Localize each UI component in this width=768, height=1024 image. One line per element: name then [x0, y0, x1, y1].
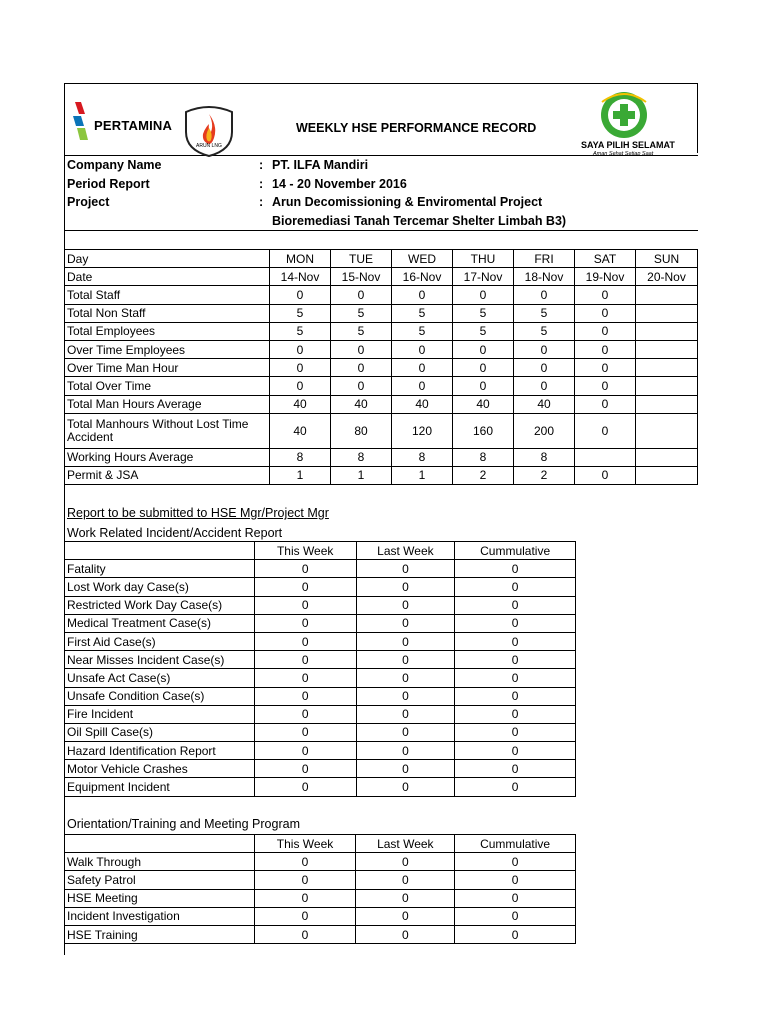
column-header: Last Week: [356, 835, 455, 853]
table-row: [65, 466, 698, 484]
table-row: [65, 871, 576, 889]
period-report-label: Period Report: [67, 177, 150, 191]
table-row: [65, 377, 698, 395]
value-cell: 200: [514, 413, 575, 448]
value-cell: 0: [254, 614, 356, 632]
row-label: Permit & JSA: [65, 466, 270, 484]
row-label-line-1: Total Manhours Without Lost Time: [67, 416, 249, 431]
company-name-label: Company Name: [67, 158, 162, 172]
value-cell: 0: [356, 614, 455, 632]
table-row: [65, 760, 576, 778]
value-cell: 8: [270, 448, 331, 466]
value-cell: 0: [455, 651, 576, 669]
value-cell: 0: [453, 377, 514, 395]
table-row: [65, 632, 576, 650]
value-cell: 5: [331, 322, 392, 340]
row-label: Lost Work day Case(s): [65, 578, 255, 596]
value-cell: 0: [575, 304, 636, 322]
value-cell: 0: [575, 322, 636, 340]
value-cell: 0: [392, 340, 453, 358]
table-row: [65, 925, 576, 943]
value-cell: 40: [270, 395, 331, 413]
value-cell: 0: [455, 669, 576, 687]
table-row: [65, 889, 576, 907]
day-header-cell: MON: [270, 250, 331, 268]
table-row: [65, 322, 698, 340]
arun-lng-logo: [178, 102, 240, 158]
value-cell: 0: [254, 578, 356, 596]
date-header-cell: 14-Nov: [270, 268, 331, 286]
value-cell: 0: [356, 760, 455, 778]
value-cell: 40: [453, 395, 514, 413]
day-label: Day: [65, 250, 270, 268]
table-row: [65, 651, 576, 669]
value-cell: 0: [514, 359, 575, 377]
saya-pilih-tagline: Aman Sehat Setiap Saat: [593, 151, 654, 157]
table-row: [65, 340, 698, 358]
value-cell: [636, 359, 698, 377]
value-cell: 0: [356, 578, 455, 596]
table-row: [65, 723, 576, 741]
value-cell: [636, 322, 698, 340]
value-cell: 0: [455, 578, 576, 596]
value-cell: 0: [453, 340, 514, 358]
date-header-cell: 18-Nov: [514, 268, 575, 286]
value-cell: 0: [455, 889, 576, 907]
row-label: Equipment Incident: [65, 778, 255, 796]
column-header: This Week: [254, 542, 356, 560]
value-cell: 0: [331, 340, 392, 358]
value-cell: 80: [331, 413, 392, 448]
table-row: [65, 705, 576, 723]
value-cell: 0: [575, 377, 636, 395]
value-cell: 0: [455, 614, 576, 632]
value-cell: 0: [254, 925, 356, 943]
arun-logo-text: ARUN LNG: [196, 143, 222, 149]
table-row: [65, 560, 576, 578]
value-cell: 8: [514, 448, 575, 466]
row-label: Restricted Work Day Case(s): [65, 596, 255, 614]
value-cell: 0: [575, 413, 636, 448]
value-cell: 0: [455, 705, 576, 723]
value-cell: 0: [356, 889, 455, 907]
column-header: Cummulative: [455, 542, 576, 560]
value-cell: 2: [514, 466, 575, 484]
value-cell: 0: [575, 340, 636, 358]
value-cell: 0: [356, 723, 455, 741]
value-cell: 5: [331, 304, 392, 322]
row-label: Working Hours Average: [65, 448, 270, 466]
value-cell: [636, 340, 698, 358]
company-name-value: PT. ILFA Mandiri: [272, 158, 369, 172]
date-label: Date: [65, 268, 270, 286]
value-cell: 0: [575, 359, 636, 377]
value-cell: 0: [254, 871, 356, 889]
value-cell: [636, 466, 698, 484]
column-header: Last Week: [356, 542, 455, 560]
row-label: Safety Patrol: [65, 871, 255, 889]
row-label: HSE Meeting: [65, 889, 255, 907]
project-value-line-2: Bioremediasi Tanah Tercemar Shelter Limbah B3): [272, 214, 567, 228]
column-header: Cummulative: [455, 835, 576, 853]
value-cell: 0: [254, 907, 356, 925]
table-row: [65, 359, 698, 377]
value-cell: 0: [455, 560, 576, 578]
incidents-header-blank: [65, 542, 255, 560]
value-cell: 0: [455, 723, 576, 741]
value-cell: 160: [453, 413, 514, 448]
value-cell: 8: [392, 448, 453, 466]
value-cell: 0: [575, 395, 636, 413]
report-note: Report to be submitted to HSE Mgr/Project Mgr: [67, 506, 329, 520]
value-cell: 0: [575, 286, 636, 304]
day-header-cell: SUN: [636, 250, 698, 268]
weekly-manhours-table: [64, 249, 698, 485]
table-row: [65, 413, 698, 448]
day-header-row: [65, 250, 698, 268]
row-label: Hazard Identification Report: [65, 742, 255, 760]
table-row: [65, 448, 698, 466]
sheet-right-border: [697, 83, 698, 153]
value-cell: 1: [392, 466, 453, 484]
date-header-cell: 15-Nov: [331, 268, 392, 286]
value-cell: 0: [514, 286, 575, 304]
value-cell: 0: [254, 889, 356, 907]
saya-pilih-text: SAYA PILIH SELAMAT: [581, 140, 675, 150]
value-cell: 0: [392, 359, 453, 377]
value-cell: 40: [514, 395, 575, 413]
row-label: Total Over Time: [65, 377, 270, 395]
value-cell: 0: [455, 778, 576, 796]
table-row: [65, 907, 576, 925]
value-cell: [636, 304, 698, 322]
table-row: [65, 742, 576, 760]
value-cell: 0: [270, 286, 331, 304]
value-cell: [636, 286, 698, 304]
value-cell: [575, 448, 636, 466]
value-cell: 0: [514, 377, 575, 395]
value-cell: 0: [254, 651, 356, 669]
value-cell: 0: [455, 907, 576, 925]
value-cell: 0: [356, 853, 455, 871]
row-label: Total Non Staff: [65, 304, 270, 322]
project-value-line-1: Arun Decomissioning & Enviromental Project: [272, 195, 543, 209]
pertamina-logo-text: PERTAMINA: [94, 118, 173, 133]
table-row: [65, 286, 698, 304]
value-cell: 0: [455, 853, 576, 871]
value-cell: 0: [254, 853, 356, 871]
value-cell: 0: [254, 742, 356, 760]
date-header-cell: 20-Nov: [636, 268, 698, 286]
value-cell: 0: [455, 925, 576, 943]
value-cell: [636, 377, 698, 395]
date-header-cell: 17-Nov: [453, 268, 514, 286]
value-cell: 5: [392, 304, 453, 322]
row-label: HSE Training: [65, 925, 255, 943]
value-cell: 0: [356, 596, 455, 614]
value-cell: 5: [514, 322, 575, 340]
value-cell: 0: [356, 742, 455, 760]
value-cell: 5: [514, 304, 575, 322]
value-cell: 0: [455, 632, 576, 650]
table-row: [65, 669, 576, 687]
value-cell: 5: [270, 304, 331, 322]
value-cell: 0: [356, 705, 455, 723]
value-cell: 0: [270, 377, 331, 395]
value-cell: [636, 448, 698, 466]
table-row: [65, 614, 576, 632]
value-cell: 5: [453, 322, 514, 340]
value-cell: 0: [356, 778, 455, 796]
company-name-colon: :: [259, 158, 264, 172]
value-cell: 0: [254, 632, 356, 650]
row-label: Fatality: [65, 560, 255, 578]
row-label: Unsafe Act Case(s): [65, 669, 255, 687]
value-cell: [636, 413, 698, 448]
training-section-title: Orientation/Training and Meeting Program: [67, 817, 300, 831]
row-label: Over Time Man Hour: [65, 359, 270, 377]
row-label: Total Staff: [65, 286, 270, 304]
value-cell: 5: [453, 304, 514, 322]
value-cell: 0: [254, 596, 356, 614]
period-report-colon: :: [259, 177, 264, 191]
value-cell: 0: [455, 687, 576, 705]
project-label: Project: [67, 195, 110, 209]
row-label: Near Misses Incident Case(s): [65, 651, 255, 669]
value-cell: 0: [254, 687, 356, 705]
project-colon: :: [259, 195, 264, 209]
safety-cross-icon: [580, 90, 668, 140]
incident-table: [64, 541, 576, 797]
value-cell: 1: [331, 466, 392, 484]
value-cell: 0: [392, 377, 453, 395]
value-cell: 0: [356, 687, 455, 705]
value-cell: 40: [392, 395, 453, 413]
value-cell: 0: [254, 669, 356, 687]
value-cell: 0: [254, 778, 356, 796]
pertamina-arrow-icon: [72, 100, 94, 142]
value-cell: 8: [331, 448, 392, 466]
row-label: Total Man Hours Average: [65, 395, 270, 413]
value-cell: 0: [270, 359, 331, 377]
row-label: Fire Incident: [65, 705, 255, 723]
day-header-cell: WED: [392, 250, 453, 268]
value-cell: 40: [270, 413, 331, 448]
value-cell: 0: [575, 466, 636, 484]
row-label: Incident Investigation: [65, 907, 255, 925]
training-header-blank: [65, 835, 255, 853]
value-cell: 0: [356, 632, 455, 650]
saya-pilih-selamat-logo: [580, 90, 675, 160]
table-row: [65, 687, 576, 705]
table-row: [65, 853, 576, 871]
training-table: [64, 834, 576, 944]
value-cell: 0: [453, 359, 514, 377]
value-cell: 0: [356, 651, 455, 669]
table-row: [65, 596, 576, 614]
value-cell: 0: [356, 925, 455, 943]
value-cell: 0: [254, 560, 356, 578]
value-cell: 0: [455, 742, 576, 760]
day-header-cell: THU: [453, 250, 514, 268]
sheet-top-border: [64, 83, 698, 84]
date-header-cell: 16-Nov: [392, 268, 453, 286]
row-label: Walk Through: [65, 853, 255, 871]
pertamina-logo: [72, 100, 173, 142]
value-cell: 0: [455, 760, 576, 778]
value-cell: 0: [514, 340, 575, 358]
incident-section-title: Work Related Incident/Accident Report: [67, 526, 283, 540]
row-label: Oil Spill Case(s): [65, 723, 255, 741]
value-cell: 0: [356, 907, 455, 925]
value-cell: 0: [356, 669, 455, 687]
value-cell: 0: [331, 286, 392, 304]
period-report-value: 14 - 20 November 2016: [272, 177, 407, 191]
table-row: [65, 395, 698, 413]
day-header-cell: FRI: [514, 250, 575, 268]
value-cell: 8: [453, 448, 514, 466]
value-cell: 0: [453, 286, 514, 304]
value-cell: 0: [455, 871, 576, 889]
incidents-header-row: [65, 542, 576, 560]
row-label: Over Time Employees: [65, 340, 270, 358]
table-row: [65, 578, 576, 596]
flame-shield-icon: [178, 102, 240, 158]
value-cell: 1: [270, 466, 331, 484]
value-cell: 5: [270, 322, 331, 340]
value-cell: 5: [392, 322, 453, 340]
value-cell: 0: [455, 596, 576, 614]
row-label: Total Employees: [65, 322, 270, 340]
row-label-line-2: Accident: [67, 429, 114, 444]
value-cell: 0: [270, 340, 331, 358]
value-cell: 0: [254, 723, 356, 741]
date-header-cell: 19-Nov: [575, 268, 636, 286]
sheet-left-border: [64, 83, 65, 955]
value-cell: 40: [331, 395, 392, 413]
row-label: Unsafe Condition Case(s): [65, 687, 255, 705]
row-label: First Aid Case(s): [65, 632, 255, 650]
training-header-row: [65, 835, 576, 853]
value-cell: 0: [254, 760, 356, 778]
value-cell: 120: [392, 413, 453, 448]
row-label: [65, 413, 270, 448]
table-row: [65, 778, 576, 796]
date-header-row: [65, 268, 698, 286]
row-label: Motor Vehicle Crashes: [65, 760, 255, 778]
table-row: [65, 304, 698, 322]
value-cell: 0: [254, 705, 356, 723]
value-cell: [636, 395, 698, 413]
value-cell: 0: [356, 871, 455, 889]
day-header-cell: TUE: [331, 250, 392, 268]
column-header: This Week: [254, 835, 356, 853]
value-cell: 2: [453, 466, 514, 484]
info-divider: [64, 230, 698, 231]
value-cell: 0: [331, 377, 392, 395]
day-header-cell: SAT: [575, 250, 636, 268]
page-title: WEEKLY HSE PERFORMANCE RECORD: [296, 121, 537, 135]
value-cell: 0: [331, 359, 392, 377]
value-cell: 0: [392, 286, 453, 304]
value-cell: 0: [356, 560, 455, 578]
row-label: Medical Treatment Case(s): [65, 614, 255, 632]
